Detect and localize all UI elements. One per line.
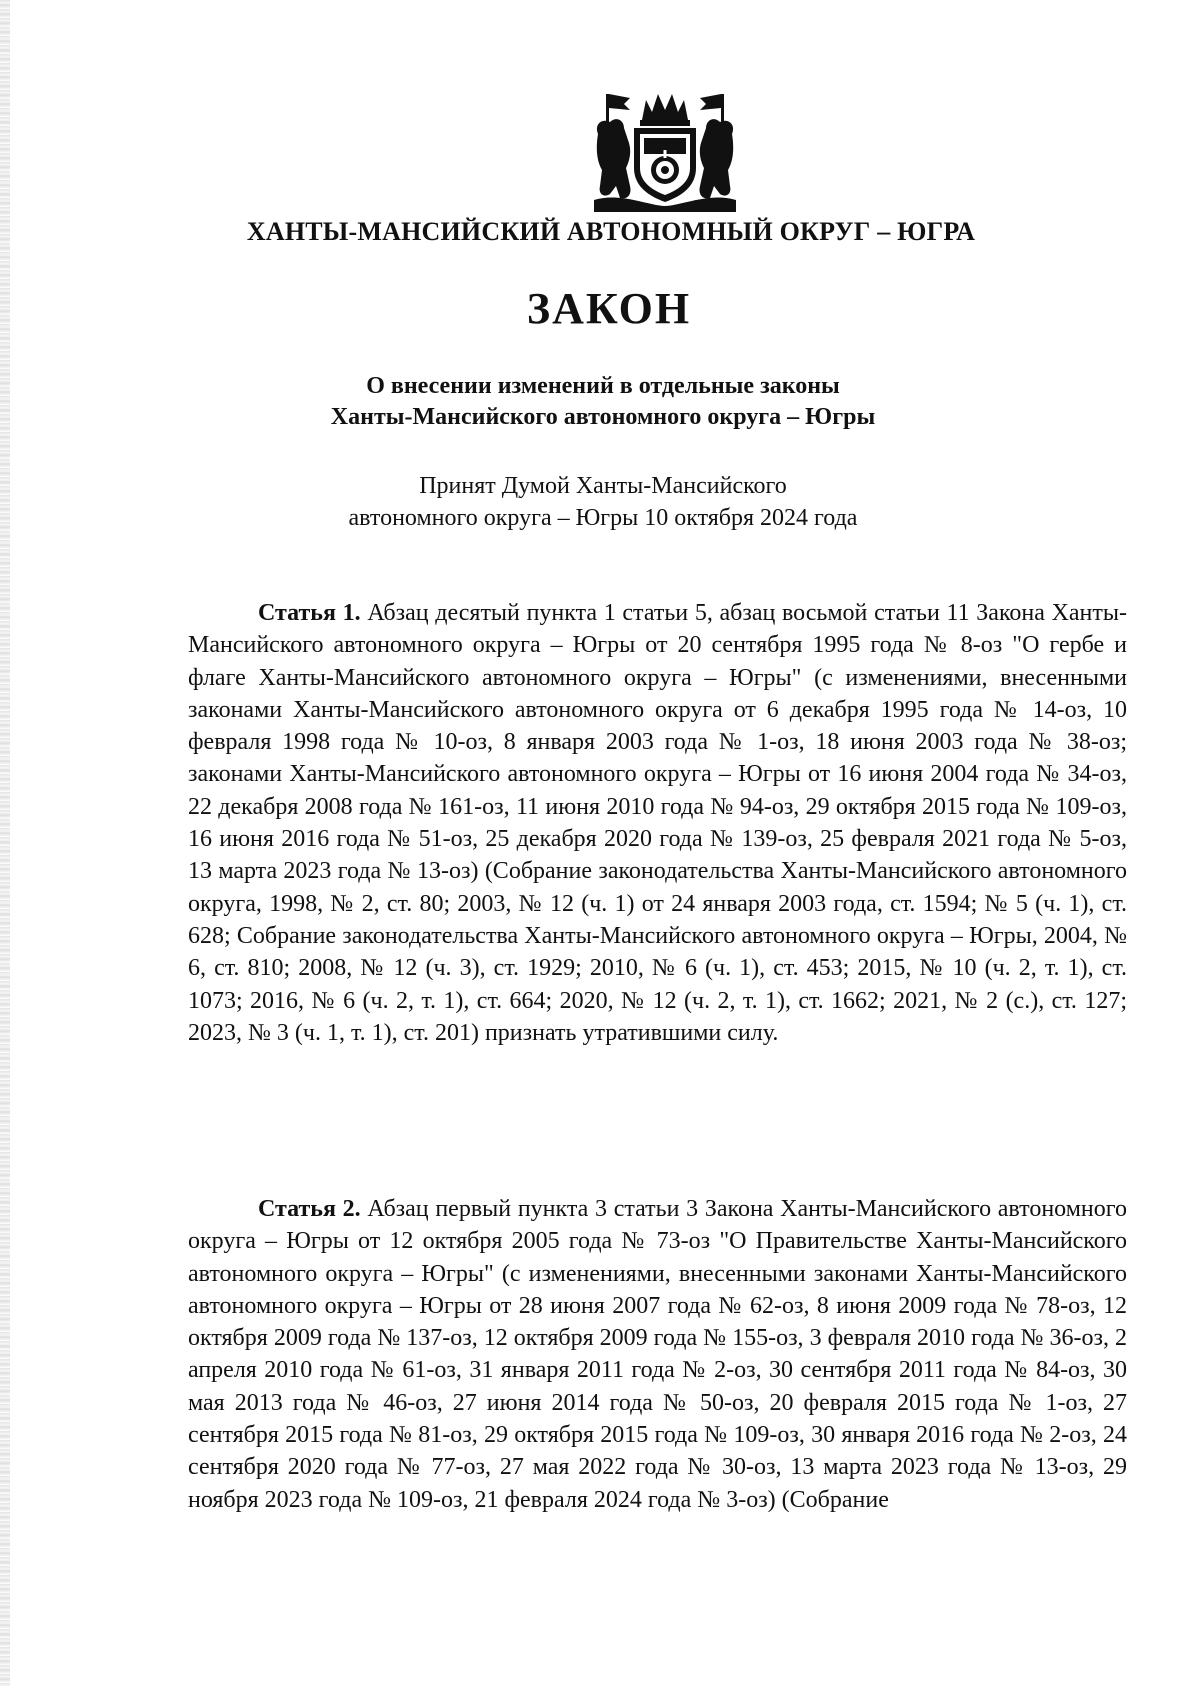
document-type-heading: ЗАКОН (526, 284, 692, 333)
region-title: ХАНТЫ-МАНСИЙСКИЙ АВТОНОМНЫЙ ОКРУГ – ЮГРА (246, 217, 976, 246)
adoption-statement (0, 470, 1200, 534)
article-2-label: Статья 2. (258, 1196, 361, 1222)
subject-line-2: Ханты-Мансийского автономного округа – Югры (330, 404, 876, 430)
article-1 (188, 597, 1127, 1049)
law-subject-title (0, 371, 1200, 433)
article-1-text: Абзац десятый пункта 1 статьи 5, абзац восьмой статьи 11 Закона Ханты-Мансийского автономного округа – Югры от 20 сентября 1995 года № 8-оз "О гербе и флаге Ханты-Мансийского автономного округа – Югры" (с изменениями, внесенными законами Ханты-Мансийского автономного округа от 6 декабря 1995 года № 14-оз, 10 февраля 1998 года № 10-оз, 8 января 2003 года № 1-оз, 18 июня 2003 года № 38-оз; законами Ханты-Мансийского автономного округа – Югры от 16 июня 2004 года № 34-оз, 22 декабря 2008 года № 161-оз, 11 июня 2010 года № 94-оз, 29 октября 2015 года № 109-оз, 16 июня 2016 года № 51-оз, 25 декабря 2020 года № 139-оз, 25 февраля 2021 года № 5-оз, 13 марта 2023 года № 13-оз) (Собрание законодательства Ханты-Мансийского автономного округа, 1998, № 2, ст. 80; 2003, № 12 (ч. 1) от 24 января 2003 года, ст. 1594; № 5 (ч. 1), ст. 628; Собрание законодательства Ханты-Мансийского автономного округа – Югры, 2004, № 6, ст. 810; 2008, № 12 (ч. 3), ст. 1929; 2010, № 6 (ч. 1), ст. 453; 2015, № 10 (ч. 2, т. 1), ст. 1073; 2016, № 6 (ч. 2, т. 1), ст. 664; 2020, № 12 (ч. 2, т. 1), ст. 1662; 2021, № 2 (с.), ст. 127; 2023, № 3 (ч. 1, т. 1), ст. 201) признать утратившими силу. (188, 600, 1128, 1046)
article-2-text: Абзац первый пункта 3 статьи 3 Закона Ханты-Мансийского автономного округа – Югры от 12 октября 2005 года № 73-оз "О Правительстве Ханты-Мансийского автономного округа – Югры" (с изменениями, внесенными законами Ханты-Мансийского автономного округа – Югры от 28 июня 2007 года № 62-оз, 8 июня 2009 года № 78-оз, 12 октября 2009 года № 137-оз, 12 октября 2009 года № 155-оз, 3 февраля 2010 года № 36-оз, 2 апреля 2010 года № 61-оз, 31 января 2011 года № 2-оз, 30 сентября 2011 года № 84-оз, 30 мая 2013 года № 46-оз, 27 июня 2014 года № 50-оз, 20 февраля 2015 года № 1-оз, 27 сентября 2015 года № 81-оз, 29 октября 2015 года № 109-оз, 30 января 2016 года № 2-оз, 24 сентября 2020 года № 77-оз, 27 мая 2022 года № 30-оз, 13 марта 2023 года № 13-оз, 29 ноября 2023 года № 109-оз, 21 февраля 2024 года № 3-оз) (Собрание (188, 1196, 1127, 1513)
adopted-line-2: автономного округа – Югры 10 октября 2024 года (348, 505, 858, 531)
subject-line-1: О внесении изменений в отдельные законы (366, 373, 840, 399)
coat-of-arms-emblem (590, 90, 740, 212)
adopted-line-1: Принят Думой Ханты-Мансийского (419, 473, 787, 499)
article-2 (188, 1193, 1127, 1516)
article-1-label: Статья 1. (258, 600, 361, 626)
scan-edge-artifact (0, 0, 10, 1686)
